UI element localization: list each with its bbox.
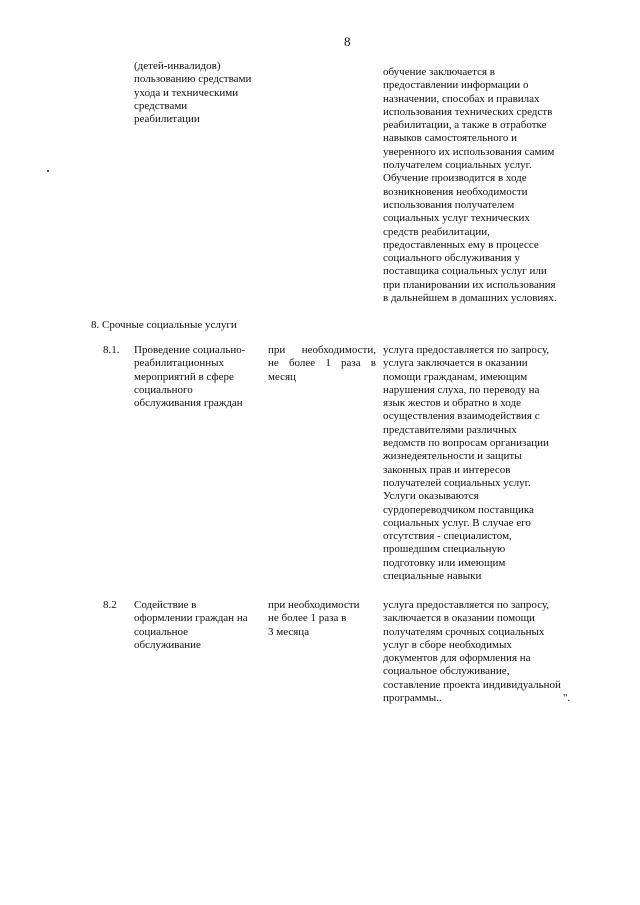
continuation-service-name: (детей-инвалидов) пользованию средствами ухода и техническими средствами реабилитации — [134, 60, 252, 126]
page-number: 8 — [344, 34, 351, 49]
item-frequency: при необходимости, не более 1 раза в месяц — [268, 344, 376, 383]
item-number: 8.1. — [103, 344, 120, 356]
item-service-name: Содействие в оформлении граждан на социальное обслуживание — [134, 599, 248, 651]
margin-mark — [47, 170, 49, 172]
item-service-description: услуга предоставляется по запросу, заключается в оказании помощи получателям срочных социальных услуг в сборе необходимых документов для оформления на социальное обслуживание, составление проекта индивидуальной программы.. — [383, 599, 561, 705]
item-service-description: услуга предоставляется по запросу, услуга заключается в оказании помощи гражданам, имеющим нарушения слуха, по переводу на язык жестов и обратно в ходе осуществления взаимодействия с представителями различных ведомств по вопросам организации жизнедеятельности и защиты законных прав и интересов получателей социальных услуг. Услуги оказываются сурдопереводчиком поставщика социальных услуг. В случае его отсутствия - специалистом, прошедшим специальную подготовку или имеющим специальные навыки — [383, 344, 550, 583]
closing-quote: ". — [563, 692, 571, 704]
continuation-service-description: обучение заключается в предоставлении информации о назначении, способах и правилах использования технических средств реабилитации, а также в отработке навыков самостоятельного и уверенного их использования самим получателем социальных услуг. Обучение производится в ходе возникновения необходимости использования получателем социальных услуг технических средств реабилитации, предоставленных ему в процессе социального обслуживания у поставщика социальных услуг или при планировании их использования в дальнейшем в домашних условиях. — [383, 66, 557, 305]
section-heading: 8. Срочные социальные услуги — [91, 319, 237, 331]
item-number: 8.2 — [103, 599, 117, 611]
item-frequency: при необходимости не более 1 раза в 3 месяца — [268, 599, 360, 638]
item-service-name: Проведение социально- реабилитационных мероприятий в сфере социального обслуживания граждан — [134, 344, 246, 410]
